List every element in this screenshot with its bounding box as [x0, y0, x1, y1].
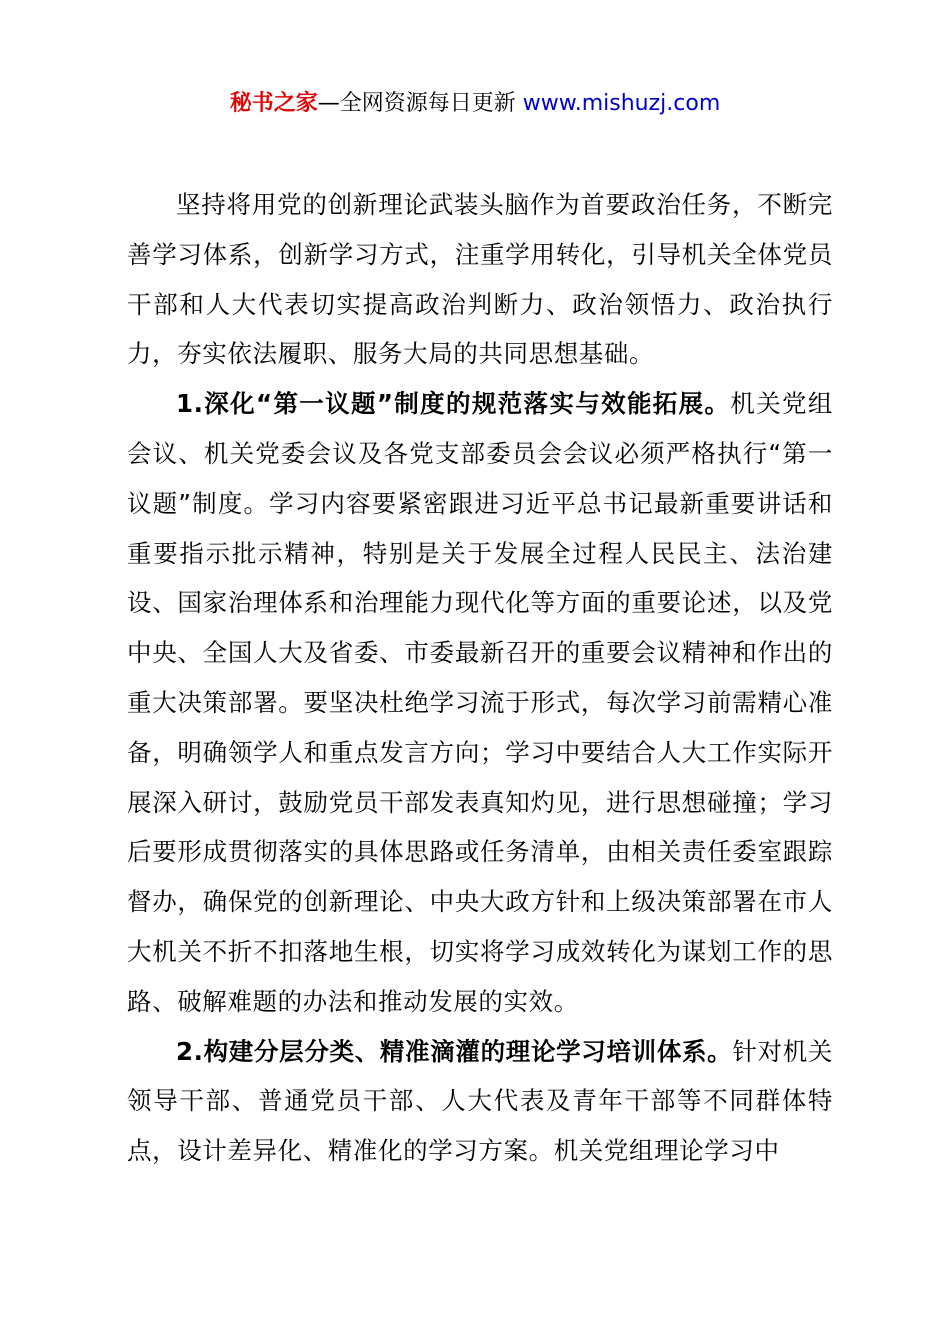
- paragraph-section-2: [127, 1027, 833, 1176]
- site-url-link[interactable]: www.mishuzj.com: [522, 91, 721, 116]
- section-heading: 2.构建分层分类、精准滴灌的理论学习培训体系。: [176, 1036, 733, 1066]
- paragraph-section-1: [127, 379, 833, 1026]
- site-tagline: —全网资源每日更新: [317, 91, 523, 116]
- paragraph-text: 坚持将用党的创新理论武装头脑作为首要政治任务，不断完善学习体系，创新学习方式，注重学用转化，引导机关全体党员干部和人大代表切实提高政治判断力、政治领悟力、政治执行力，夯实依法履职、服务大局的共同思想基础。: [127, 190, 833, 369]
- paragraph-intro: [127, 180, 833, 379]
- site-header: [0, 88, 950, 120]
- paragraph-text: 机关党组会议、机关党委会议及各党支部委员会会议必须严格执行“第一议题”制度。学习内容要紧密跟进习近平总书记最新重要讲话和重要指示批示精神，特别是关于发展全过程人民民主、法治建设、国家治理体系和治理能力现代化等方面的重要论述，以及党中央、全国人大及省委、市委最新召开的重要会议精神和作出的重大决策部署。要坚决杜绝学习流于形式，每次学习前需精心准备，明确领学人和重点发言方向；学习中要结合人大工作实际开展深入研讨，鼓励党员干部发表真知灼见，进行思想碰撞；学习后要形成贯彻落实的具体思路或任务清单，由相关责任委室跟踪督办，确保党的创新理论、中央大政方针和上级决策部署在市人大机关不折不扣落地生根，切实将学习成效转化为谋划工作的思路、破解难题的办法和推动发展的实效。: [127, 389, 833, 1016]
- paragraph-text: 针对机关领导干部、普通党员干部、人大代表及青年干部等不同群体特点，设计差异化、精准化的学习方案。机关党组理论学习中: [127, 1036, 833, 1166]
- document-body: [127, 180, 833, 1176]
- section-heading: 1.深化“第一议题”制度的规范落实与效能拓展。: [176, 389, 731, 419]
- site-brand: 秘书之家: [229, 91, 318, 116]
